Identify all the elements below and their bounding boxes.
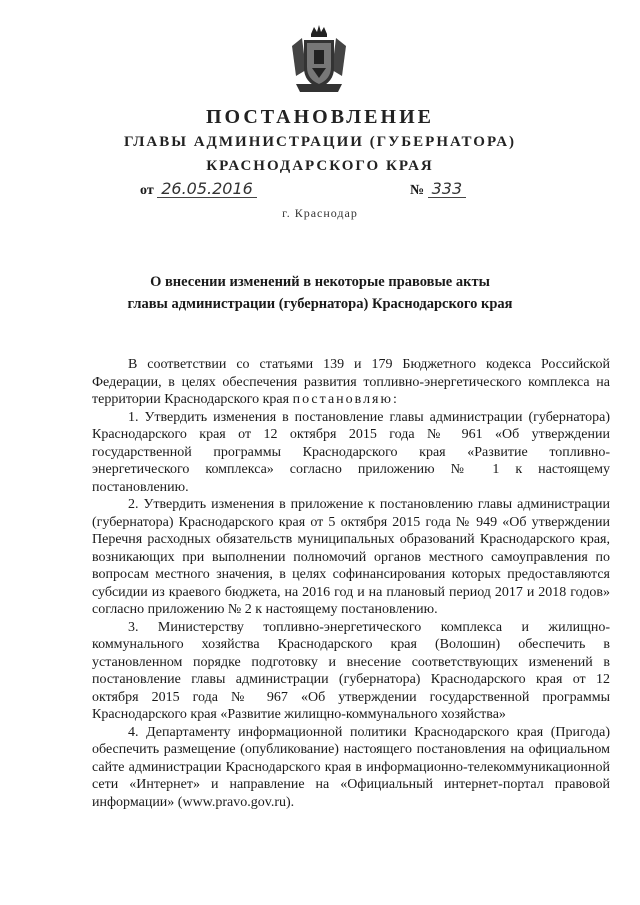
clause-3: 3. Министерству топливно-энергетического комплекса и жилищно-коммунального хозяйства Краснодарского края (Волошин) обеспечить в установленном порядке подготовку и внесение соответствующих изменений в постановление главы администрации (губернатора) Краснодарского края от 12 октября 2015 года № 967 «Об утверждении государственной программы Краснодарского края «Развитие жилищно-коммунального хозяйства» [92, 619, 610, 722]
handwritten-number: 333 [428, 181, 467, 198]
document-body [92, 356, 610, 811]
issuer-heading: ГЛАВЫ АДМИНИСТРАЦИИ (ГУБЕРНАТОРА) [123, 134, 517, 150]
number-label: № [410, 183, 425, 198]
title-line-1: О внесении изменений в некоторые правовые акты [150, 274, 490, 290]
clause-1: 1. Утвердить изменения в постановление главы администрации (губернатора) Краснодарского края от 12 октября 2015 года № 961 «Об утверждении государственной программы Краснодарского края «Развитие топливно-энергетического комплекса» согласно приложению № 1 к настоящему постановлению. [92, 409, 610, 495]
clause-2: 2. Утвердить изменения в приложение к постановлению главы администрации (губернатора) Краснодарского края от 5 октября 2015 года № 949 «Об утверждении Перечня расходных обязательств муниципальных образований Краснодарского края, возникающих при выполнении полномочий органов местного самоуправления по вопросам местного значения, в целях софинансирования которых предоставляются субсидии из краевого бюджета, на 2016 год и на плановый период 2017 и 2018 годов» согласно приложению № 2 к настоящему постановлению. [92, 497, 610, 617]
city-label: г. Краснодар [282, 206, 358, 220]
document-title [70, 271, 570, 315]
date-label: от [140, 183, 154, 198]
number-line [410, 181, 466, 199]
date-line [140, 181, 257, 199]
coat-of-arms-emblem [286, 24, 352, 96]
clause-4: 4. Департаменту информационной политики Краснодарского края (Пригода) обеспечить размещение (опубликование) настоящего постановления на официальном сайте администрации Краснодарского края в информационно-телекоммуникационной сети «Интернет» и направление на «Официальный интернет-портал правовой информации» (www.pravo.gov.ru). [92, 724, 610, 810]
title-line-2: главы администрации (губернатора) Краснодарского края [127, 296, 513, 312]
intro-paragraph [92, 356, 610, 409]
region-heading: КРАСНОДАРСКОГО КРАЯ [206, 158, 434, 174]
intro-text: В соответствии со статьями 139 и 179 Бюджетного кодекса Российской Федерации, в целях обеспечения развития топливно-энергетического комплекса на территории Краснодарского края [92, 357, 610, 407]
doc-type-heading: ПОСТАНОВЛЕНИЕ [206, 106, 434, 128]
intro-resolve-word: постановляю: [292, 392, 399, 407]
handwritten-date: 26.05.2016 [157, 181, 257, 198]
